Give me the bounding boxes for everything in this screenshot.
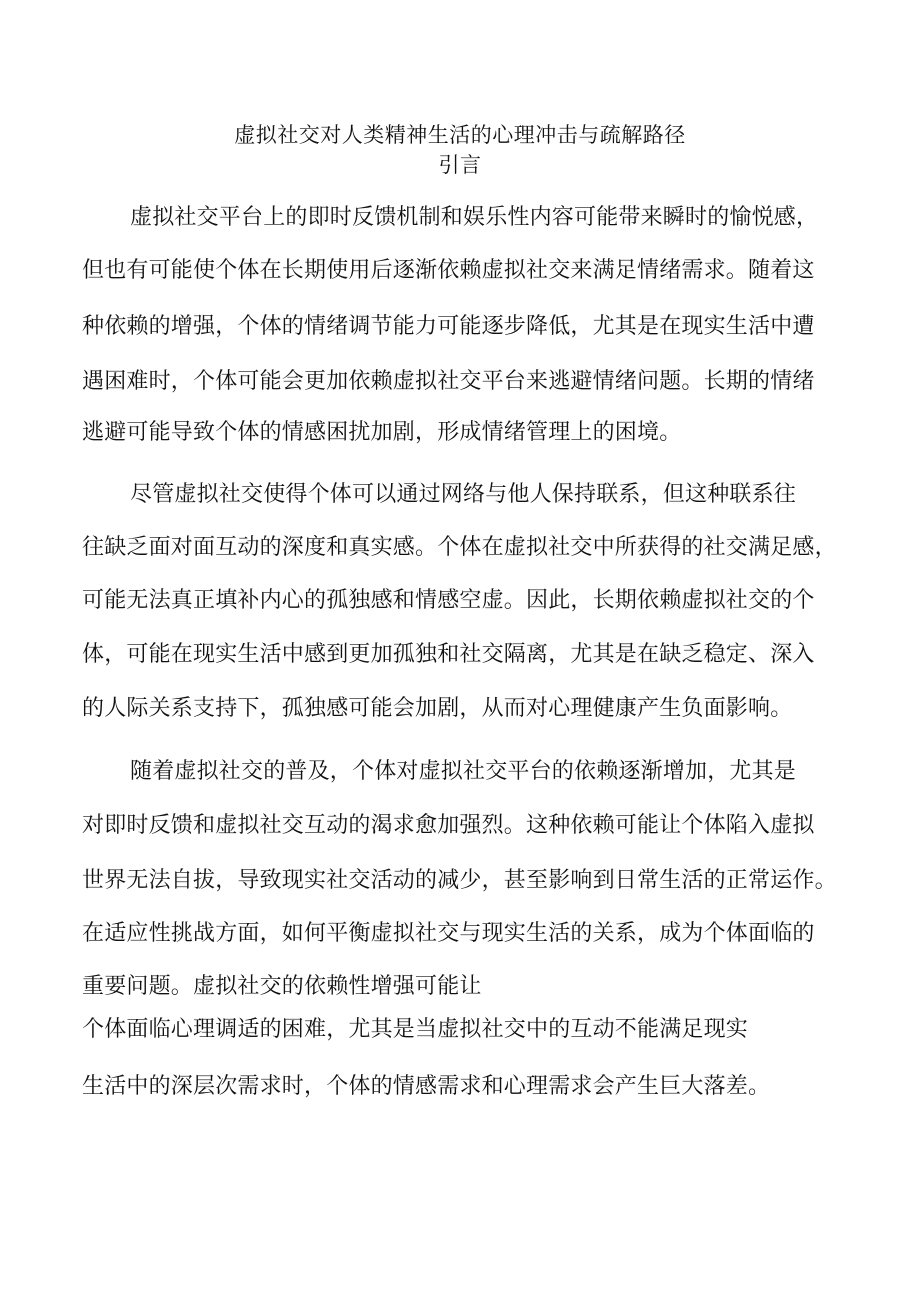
paragraph-line: 尽管虚拟社交使得个体可以通过网络与他人保持联系，但这种联系往 [130, 482, 797, 507]
document-title: 虚拟社交对人类精神生活的心理冲击与疏解路径 [234, 123, 686, 147]
section-heading: 引言 [438, 153, 482, 177]
paragraph-line: 在适应性挑战方面，如何平衡虚拟社交与现实生活的关系，成为个体面临的 [82, 921, 815, 946]
paragraph-line: 往缺乏面对面互动的深度和真实感。个体在虚拟社交中所获得的社交满足感， [82, 535, 837, 560]
paragraph-line: 可能无法真正填补内心的孤独感和情感空虚。因此，长期依赖虚拟社交的个 [82, 588, 815, 613]
paragraph-line: 的人际关系支持下，孤独感可能会加剧，从而对心理健康产生负面影响。 [82, 696, 793, 721]
paragraph-line: 但也有可能使个体在长期使用后逐渐依赖虚拟社交来满足情绪需求。随着这 [82, 258, 815, 283]
paragraph-line: 种依赖的增强，个体的情绪调节能力可能逐步降低，尤其是在现实生活中遭 [82, 314, 815, 339]
paragraph-line: 遇困难时，个体可能会更加依赖虚拟社交平台来逃避情绪问题。长期的情绪 [82, 369, 815, 394]
paragraph-line: 生活中的深层次需求时，个体的情感需求和心理需求会产生巨大落差。 [82, 1074, 771, 1099]
paragraph-line: 体，可能在现实生活中感到更加孤独和社交隔离，尤其是在缺乏稳定、深入 [82, 642, 815, 667]
paragraph-line: 个体面临心理调适的困难，尤其是当虚拟社交中的互动不能满足现实 [82, 1017, 749, 1042]
paragraph-line: 随着虚拟社交的普及，个体对虚拟社交平台的依赖逐渐增加，尤其是 [130, 759, 797, 784]
paragraph-line: 对即时反馈和虚拟社交互动的渴求愈加强烈。这种依赖可能让个体陷入虚拟 [82, 813, 815, 838]
paragraph-line: 逃避可能导致个体的情感困扰加剧，形成情绪管理上的困境。 [82, 420, 682, 445]
paragraph-line: 重要问题。虚拟社交的依赖性增强可能让 [82, 974, 482, 999]
paragraph-line: 虚拟社交平台上的即时反馈机制和娱乐性内容可能带来瞬时的愉悦感， [130, 205, 819, 230]
paragraph-line: 世界无法自拔，导致现实社交活动的减少，甚至影响到日常生活的正常运作。 [82, 868, 837, 893]
